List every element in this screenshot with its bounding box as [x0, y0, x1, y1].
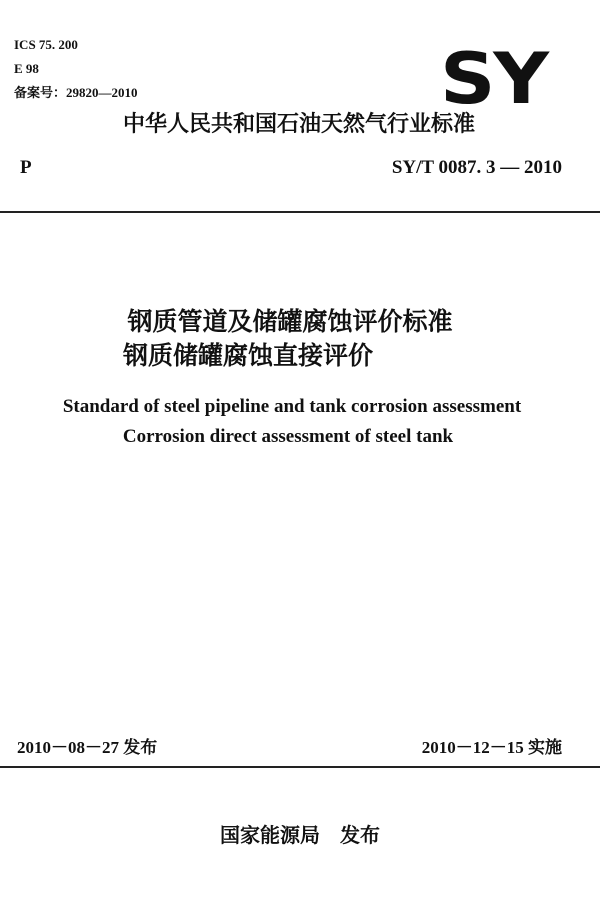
classification-code: E 98 — [14, 61, 39, 76]
bottom-divider — [0, 766, 600, 768]
category-letter: P — [20, 157, 32, 178]
top-divider — [0, 211, 600, 213]
title-chinese-line-1: 钢质管道及储罐腐蚀评价标准 — [127, 307, 453, 336]
standard-number: SY/T 0087. 3 — 2010 — [391, 157, 562, 178]
publisher: 国家能源局 发布 — [220, 823, 380, 847]
industry-standard-heading: 中华人民共和国石油天然气行业标准 — [123, 112, 476, 137]
sy-logo: SY — [440, 38, 547, 120]
title-english-line-2: Corrosion direct assessment of steel tank — [122, 426, 454, 447]
title-chinese-line-2: 钢质储罐腐蚀直接评价 — [122, 341, 373, 370]
record-number: 备案号：29820—2010 — [14, 85, 138, 100]
ics-code: ICS 75. 200 — [14, 37, 78, 52]
issue-date: 2010－08－27 发布 — [17, 738, 158, 757]
title-english-line-1: Standard of steel pipeline and tank corrosion assessment — [62, 396, 522, 417]
implementation-date: 2010－12－15 实施 — [421, 738, 562, 757]
